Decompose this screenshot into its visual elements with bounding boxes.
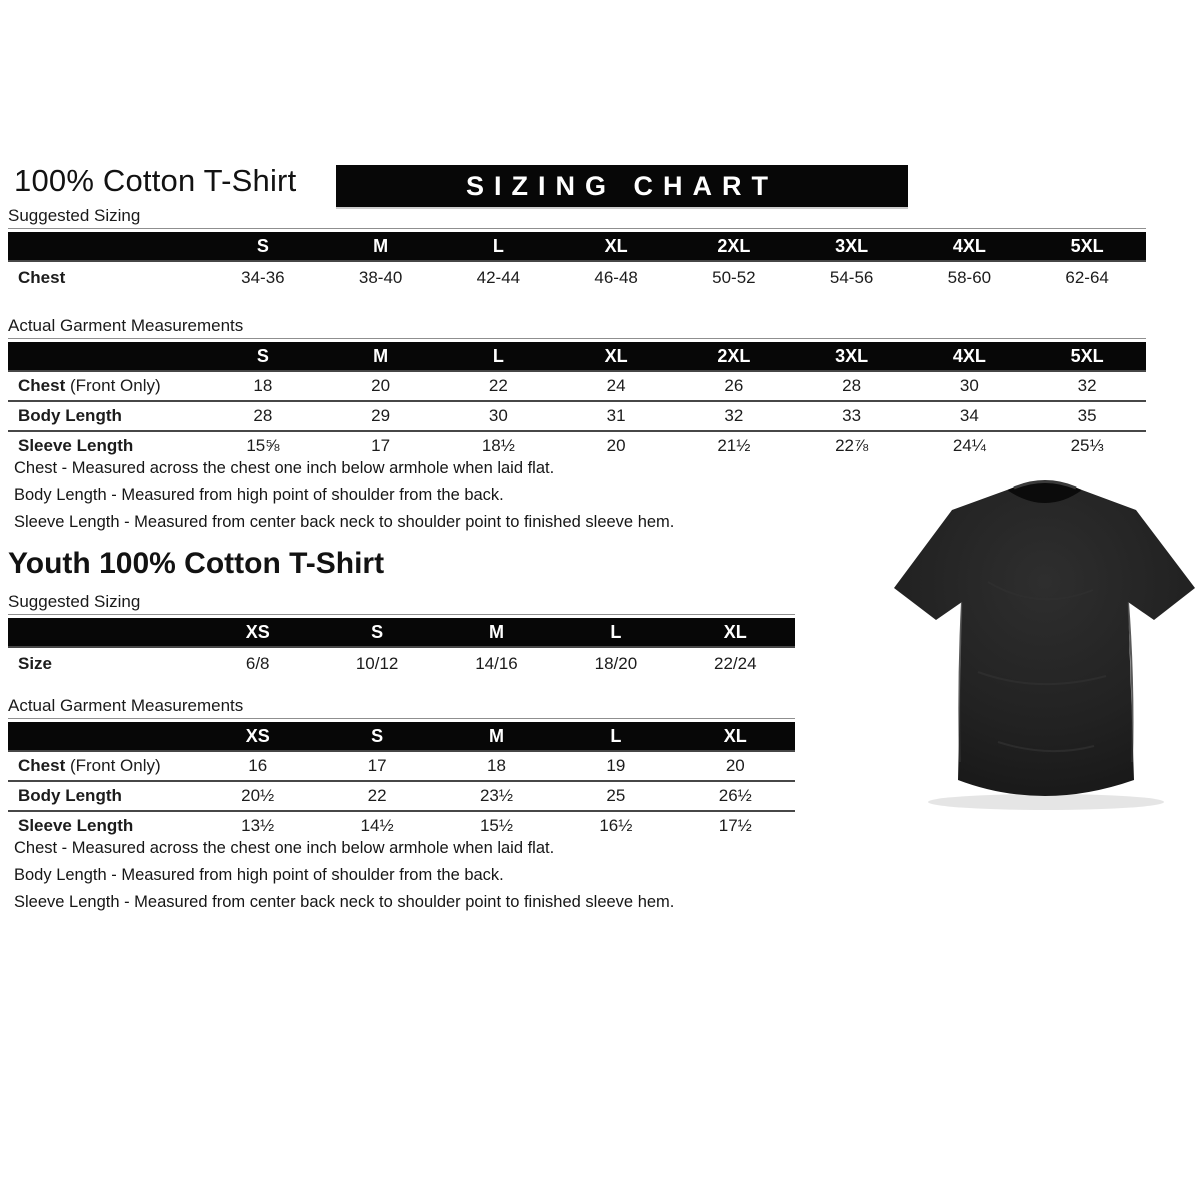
- measurement-cell: 23½: [479, 786, 514, 805]
- measurement-cell: 42-44: [476, 267, 521, 287]
- measurement-cell: 34: [959, 406, 979, 425]
- measurement-cell: 32: [724, 406, 744, 425]
- column-header: 5XL: [1070, 235, 1104, 256]
- measurement-cell: 20: [725, 756, 745, 775]
- column-header: M: [373, 235, 389, 256]
- column-header: S: [371, 621, 384, 642]
- adult-suggested-sizing-label: Suggested Sizing: [8, 206, 141, 225]
- table-row: [8, 260, 1146, 293]
- measurement-cell: 18½: [481, 436, 515, 455]
- measurement-cell: 18: [253, 376, 273, 395]
- column-header: XL: [723, 725, 747, 746]
- column-header: L: [492, 345, 504, 366]
- measurement-cell: 18/20: [594, 653, 638, 673]
- measurement-cell: 16½: [599, 816, 633, 835]
- column-header: XL: [723, 621, 747, 642]
- table-header-row: [8, 722, 795, 750]
- note-body-length: Body Length - Measured from high point of shoulder from the back.: [14, 486, 504, 504]
- column-header: S: [371, 725, 384, 746]
- column-header: XL: [604, 345, 628, 366]
- measurement-cell: 15½: [479, 816, 514, 835]
- table-top-rule: [8, 338, 1146, 339]
- measurement-cell: 20: [606, 436, 626, 455]
- measurement-cell: 6/8: [245, 653, 270, 673]
- column-header: XS: [245, 725, 270, 746]
- adult-actual-measurements-table: [8, 338, 1146, 460]
- column-header: XL: [604, 235, 628, 256]
- table-row: [8, 780, 795, 810]
- measurement-cell: 22: [488, 376, 508, 395]
- column-header: L: [610, 621, 622, 642]
- measurement-cell: 15⅝: [246, 436, 280, 455]
- column-header: 2XL: [717, 235, 751, 256]
- table-top-rule: [8, 718, 795, 719]
- column-header: L: [492, 235, 504, 256]
- measurement-cell: 14/16: [475, 653, 518, 673]
- row-label: Size: [18, 653, 53, 673]
- measurement-cell: 17: [371, 436, 391, 455]
- measurement-cell: 30: [959, 376, 979, 395]
- measurement-cell: 30: [488, 406, 508, 425]
- table-header-row: [8, 232, 1146, 260]
- measurement-cell: 22/24: [714, 653, 757, 673]
- column-header: M: [488, 725, 504, 746]
- table-row: [8, 370, 1146, 400]
- measurement-cell: 26: [724, 376, 744, 395]
- table-top-rule: [8, 614, 795, 615]
- tshirt-shadow: [928, 794, 1164, 810]
- note-chest: Chest - Measured across the chest one inch below armhole when laid flat.: [14, 459, 555, 477]
- youth-suggested-sizing-label: Suggested Sizing: [8, 592, 141, 611]
- measurement-cell: 28: [842, 376, 862, 395]
- column-header: M: [373, 345, 389, 366]
- measurement-cell: 24¼: [952, 436, 986, 455]
- table-row: [8, 400, 1146, 430]
- column-header: S: [256, 345, 269, 366]
- row-label: Sleeve Length: [18, 436, 134, 455]
- measurement-cell: 62-64: [1065, 267, 1109, 287]
- youth-actual-measurements-label: Actual Garment Measurements: [8, 696, 244, 715]
- column-header: 5XL: [1070, 345, 1104, 366]
- measurement-cell: 17½: [718, 816, 752, 835]
- adult-actual-measurements-label: Actual Garment Measurements: [8, 316, 244, 335]
- table-header-row: [8, 342, 1146, 370]
- column-header: 2XL: [717, 345, 751, 366]
- measurement-cell: 16: [248, 756, 268, 775]
- measurement-cell: 38-40: [358, 267, 403, 287]
- measurement-cell: 25: [606, 786, 626, 805]
- youth-section-title: Youth 100% Cotton T-Shirt: [8, 547, 385, 580]
- column-header: 3XL: [835, 235, 869, 256]
- measurement-cell: 22: [367, 786, 387, 805]
- note-sleeve-length: Sleeve Length - Measured from center back neck to shoulder point to finished sleeve hem.: [14, 513, 675, 531]
- measurement-cell: 58-60: [947, 267, 992, 287]
- column-header: 4XL: [952, 345, 986, 366]
- table-row: [8, 646, 795, 679]
- measurement-cell: 20: [371, 376, 391, 395]
- column-header: M: [488, 621, 504, 642]
- table-top-rule: [8, 228, 1146, 229]
- adult-measurement-notes: [14, 455, 674, 536]
- measurement-cell: 29: [371, 406, 391, 425]
- measurement-cell: 18: [487, 756, 506, 775]
- measurement-cell: 22⅞: [835, 436, 869, 455]
- note-body-length: Body Length - Measured from high point of shoulder from the back.: [14, 866, 504, 884]
- page-title: 100% Cotton T-Shirt: [14, 163, 297, 198]
- measurement-cell: 19: [606, 756, 626, 775]
- row-label: Chest (Front Only): [18, 376, 161, 395]
- column-header: S: [256, 235, 269, 256]
- measurement-cell: 28: [253, 406, 273, 425]
- row-label: Chest: [18, 267, 66, 287]
- column-header: 3XL: [835, 345, 869, 366]
- measurement-cell: 33: [842, 406, 862, 425]
- measurement-cell: 14½: [360, 816, 394, 835]
- youth-measurement-notes: [14, 835, 674, 916]
- sizing-chart-banner-label: SIZING CHART: [466, 170, 778, 201]
- measurement-cell: 46-48: [594, 267, 638, 287]
- note-chest: Chest - Measured across the chest one inch below armhole when laid flat.: [14, 839, 555, 857]
- row-label: Body Length: [18, 786, 122, 805]
- column-header: XS: [245, 621, 270, 642]
- measurement-cell: 54-56: [829, 267, 874, 287]
- measurement-cell: 10/12: [355, 653, 399, 673]
- black-tshirt-photo: [888, 462, 1200, 818]
- measurement-cell: 34-36: [241, 267, 285, 287]
- measurement-cell: 17: [367, 756, 387, 775]
- youth-suggested-sizing-table: [8, 614, 795, 679]
- table-header-row: [8, 618, 795, 646]
- table-row: [8, 750, 795, 780]
- measurement-cell: 13½: [241, 816, 275, 835]
- measurement-cell: 35: [1077, 406, 1097, 425]
- row-label: Chest (Front Only): [18, 756, 161, 775]
- measurement-cell: 50-52: [712, 267, 756, 287]
- sizing-chart-banner: [336, 165, 908, 207]
- measurement-cell: 31: [606, 406, 626, 425]
- measurement-cell: 21½: [717, 436, 751, 455]
- measurement-cell: 26½: [718, 786, 752, 805]
- measurement-cell: 20½: [241, 786, 275, 805]
- youth-actual-measurements-table: [8, 718, 795, 840]
- row-label: Body Length: [18, 406, 122, 425]
- measurement-cell: 24: [606, 376, 626, 395]
- column-header: 4XL: [952, 235, 986, 256]
- measurement-cell: 32: [1077, 376, 1097, 395]
- row-label: Sleeve Length: [18, 816, 134, 835]
- note-sleeve-length: Sleeve Length - Measured from center back neck to shoulder point to finished sleeve hem.: [14, 893, 675, 911]
- adult-suggested-sizing-table: [8, 228, 1146, 293]
- column-header: L: [610, 725, 622, 746]
- measurement-cell: 25⅓: [1070, 436, 1104, 455]
